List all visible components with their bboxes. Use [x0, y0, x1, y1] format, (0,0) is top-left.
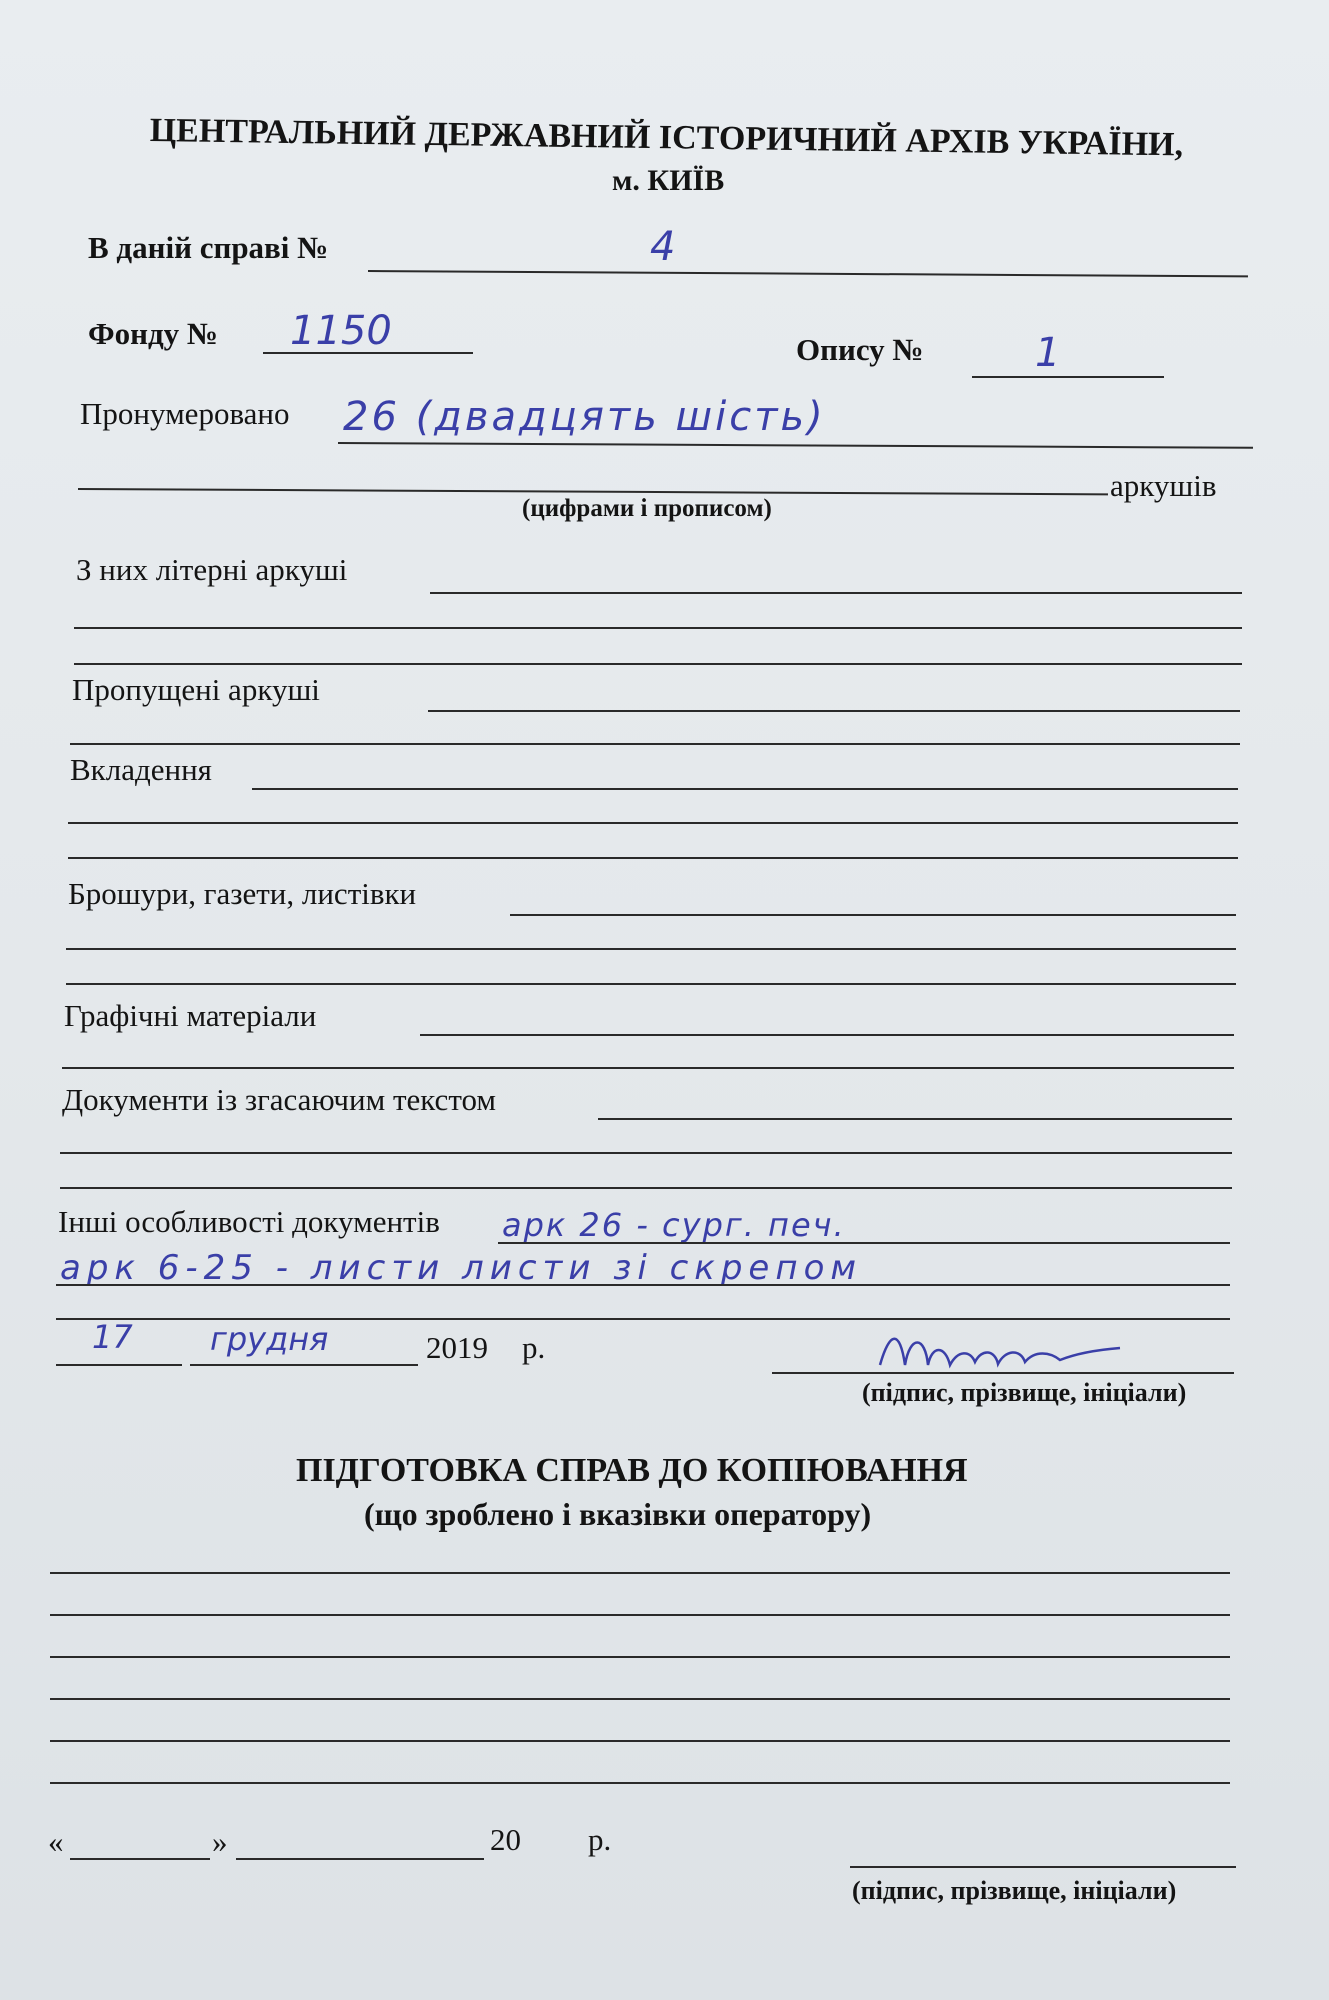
signature-2-hint: (підпис, прізвище, ініціали): [852, 1876, 1177, 1905]
graphics-label: Графічні матеріали: [64, 998, 317, 1033]
fading-text-line-3: [60, 1187, 1232, 1189]
notes-line-6: [50, 1782, 1230, 1784]
brochures-line-1: [510, 914, 1236, 916]
other-features-line-2: [56, 1284, 1230, 1286]
numbered-unit: аркушів: [1110, 468, 1217, 503]
letter-sheets-label: З них літерні аркуші: [76, 552, 348, 587]
signature-1-line: [772, 1372, 1234, 1374]
opys-line: [972, 376, 1164, 378]
other-features-label: Інші особливості документів: [58, 1204, 440, 1239]
date2-year-prefix: 20: [490, 1822, 521, 1857]
numbered-hint: (цифрами і прописом): [522, 495, 772, 522]
numbered-value[interactable]: 26 (двадцять шість): [343, 394, 826, 440]
enclosures-line-2: [68, 822, 1238, 824]
graphics-line-2: [62, 1067, 1234, 1069]
fond-label: Фонду №: [88, 316, 219, 351]
notes-line-5: [50, 1740, 1230, 1742]
signature-1-hint: (підпис, прізвище, ініціали): [862, 1378, 1187, 1407]
enclosures-label: Вкладення: [70, 752, 212, 787]
date1-month-line: [190, 1364, 418, 1366]
fading-text-line-1: [598, 1118, 1232, 1120]
brochures-label: Брошури, газети, листівки: [68, 876, 417, 911]
enclosures-line-1: [252, 788, 1238, 790]
other-features-value-2[interactable]: арк 6-25 - листи листи зі скрепом: [60, 1248, 863, 1288]
fond-value[interactable]: 1150: [290, 308, 392, 354]
notes-line-3: [50, 1656, 1230, 1658]
notes-line-4: [50, 1698, 1230, 1700]
missing-sheets-line-1: [428, 710, 1240, 712]
numbered-label: Пронумеровано: [80, 396, 290, 431]
notes-line-2: [50, 1614, 1230, 1616]
enclosures-line-3: [68, 857, 1238, 859]
missing-sheets-line-2: [70, 743, 1240, 745]
letter-sheets-line-3: [74, 663, 1242, 665]
opys-label: Опису №: [796, 332, 924, 367]
date1-year: 2019: [426, 1330, 488, 1365]
archive-city: м. КИЇВ: [612, 164, 725, 197]
date1-suffix: р.: [522, 1330, 546, 1365]
other-features-line-1: [498, 1242, 1230, 1244]
letter-sheets-line-1: [430, 592, 1242, 594]
section-title: ПІДГОТОВКА СПРАВ ДО КОПІЮВАННЯ: [296, 1452, 968, 1489]
case-number-label: В даній справі №: [88, 230, 329, 265]
fading-text-line-2: [60, 1152, 1232, 1154]
date2-day-line: [70, 1858, 210, 1860]
other-features-value-1[interactable]: арк 26 - сург. печ.: [502, 1206, 846, 1244]
date1-day[interactable]: 17: [92, 1318, 133, 1356]
graphics-line-1: [420, 1034, 1234, 1036]
date1-day-line: [56, 1364, 182, 1366]
brochures-line-3: [66, 983, 1236, 985]
date2-suffix: р.: [588, 1822, 612, 1857]
case-number-line: [368, 270, 1248, 277]
opys-value[interactable]: 1: [1035, 330, 1061, 376]
numbered-line-1: [338, 442, 1253, 449]
date2-close-quote: »: [212, 1824, 228, 1859]
date1-month[interactable]: грудня: [210, 1320, 329, 1358]
fading-text-label: Документи із згасаючим текстом: [62, 1082, 496, 1117]
signature-2-line: [850, 1866, 1236, 1868]
letter-sheets-line-2: [74, 627, 1242, 629]
brochures-line-2: [66, 948, 1236, 950]
signature-1: [870, 1320, 1130, 1380]
section-subtitle: (що зроблено і вказівки оператору): [364, 1496, 872, 1532]
missing-sheets-label: Пропущені аркуші: [72, 672, 320, 707]
archive-title: ЦЕНТРАЛЬНИЙ ДЕРЖАВНИЙ ІСТОРИЧНИЙ АРХІВ УКРАЇНИ,: [149, 112, 1184, 164]
date2-open-quote: «: [48, 1824, 64, 1859]
notes-line-1: [50, 1572, 1230, 1574]
case-number-value[interactable]: 4: [650, 224, 676, 270]
date2-month-line: [236, 1858, 484, 1860]
